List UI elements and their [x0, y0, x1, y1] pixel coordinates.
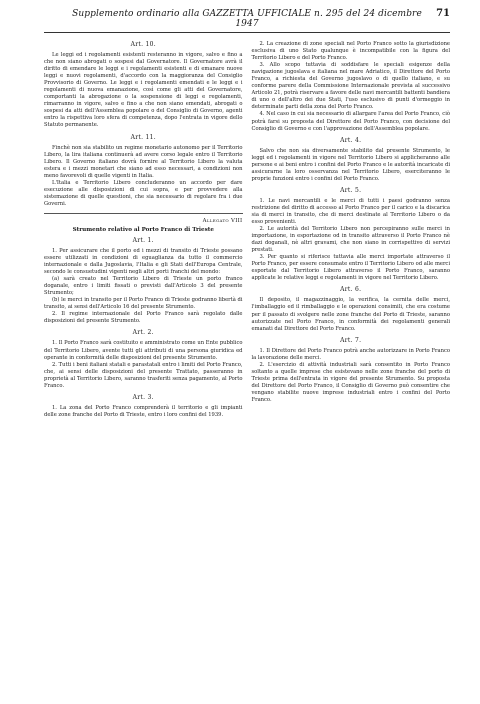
section-divider: [44, 213, 243, 214]
paragraph: (a) sarà creato nel Territorio Libero di Trieste un porto franco doganale, entro i limiti fissati o previsti dall'Articolo 3 del presente Strumento;: [44, 276, 243, 297]
paragraph: Il deposito, il magazzinaggio, la verifica, la cernita delle merci, l'imballaggio ed il rimballaggio e le operazioni consimili, che era costume per il passato di svolgere nelle zone franche del Porto di Trieste, saranno autorizzate nel Porto Franco, in conformità dei regolamenti generali emanati dal Direttore del Porto Franco.: [251, 297, 450, 332]
paragraph: Finchè non sia stabilito un regime monetario autonomo per il Territorio Libero, la lira italiana continuerà ad avere corso legale entro il Territorio Libero. Il Governo italiano dovrà fornire al Territorio Libero la valuta estera e i mezzi monetari che siano ad esso necessari, a condizioni non meno favorevoli di quelle vigenti in Italia.: [44, 144, 243, 179]
page-header: [44, 8, 450, 33]
article-heading: Art. 11.: [130, 133, 156, 141]
paragraph: 4. Nel caso in cui sia necessario di allargare l'area del Porto Franco, ciò potrà farsi su proposta del Direttore del Porto Franco, con decisione del Consiglio di Governo e con l'approvazione dell'Assemblea popolare.: [251, 111, 450, 132]
article-heading: Art. 2.: [132, 329, 154, 337]
paragraph: Le leggi ed i regolamenti esistenti resteranno in vigore, salvo e fino a che non siano abrogati o sospesi dal Governatore. Il Governatore avrà il diritto di emendare le leggi e i regolamenti esistenti e di emanare nuove leggi e nuovi regolamenti, d'accordo con la maggioranza del Consiglio Provvisorio di Governo. Le leggi e i regolamenti emendati e le leggi e i regolamenti di nuova emanazione, così come gli atti del Governatore, comportanti la abrogazione o la sospensione di leggi e regolamenti, rimarranno in vigore, salvo e fino a che non siano emendati, abrogati o sospesi da atti dell'Assemblea popolare o del Consiglio di Governo, agenti entro la rispettiva loro sfera di competenza, dopo l'entrata in vigore dello Statuto permanente.: [44, 52, 243, 129]
article-heading: Art. 1.: [132, 236, 154, 244]
annex-label: Allegato VIII: [202, 217, 243, 224]
left-column: [44, 41, 243, 419]
article-heading: Art. 4.: [340, 136, 362, 144]
paragraph: 1. Il Porto Franco sarà costituito e amministrato come un Ente pubblico del Territorio Libero, avente tutti gli attributi di una persona giuridica ed operante in conformità delle disposizioni del presente Strumento.: [44, 340, 243, 361]
article-heading: Art. 5.: [340, 186, 362, 194]
paragraph: 1. La zona del Porto Franco comprenderà il territorio e gli impianti delle zone franche del Porto di Trieste, entro i loro confini del 1939.: [44, 404, 243, 418]
article-heading: Art. 10.: [130, 41, 156, 48]
paragraph: 2. Tutti i beni italiani statali e parastatali entro i limiti del Porto Franco, che, ai sensi delle disposizioni del presente Trattato, passeranno in proprietà al Territorio Libero, saranno trasferiti senza pagamento, al Porto Franco.: [44, 361, 243, 389]
article-heading: Art. 7.: [340, 336, 362, 344]
paragraph: L'Italia e Territorio Libero concluderanno un accordo per dare esecuzione alle disposizioni di cui sopra, e per provvedere alla sistemazione di quelle questioni, che sia necessario di regolare fra i due Governi.: [44, 179, 243, 207]
section-title: Strumento relativo al Porto Franco di Trieste: [72, 226, 214, 233]
paragraph: 1. Le navi mercantili e le merci di tutti i paesi godranno senza restrizione del diritto di accesso al Porto Franco per il carico e la discarica sia di merci in transito, che di merci destinate al Territorio Libero o da esso provenienti.: [251, 197, 450, 225]
article-heading: Art. 6.: [340, 286, 362, 294]
paragraph: 1. Per assicurare che il porto ed i mezzi di transito di Trieste possano essere utilizzati in condizioni di eguaglianza da tutto il commercio internazionale e dalla Jugoslavia, l'Italia e gli Stati dell'Europa Centrale, secondo le consuetudini vigenti negli altri porti franchi del mondo:: [44, 247, 243, 276]
paragraph: 2. Le autorità del Territorio Libero non percepiranno sulle merci in importazione, in esportazione od in transito attraverso il Porto Franco nè dazi doganali, nè altri gravami, che non siano in corrispettivo di servizi prestati.: [251, 226, 450, 254]
publication-title: Supplemento ordinario alla GAZZETTA UFFICIALE n. 295 del 24 dicembre 1947: [72, 9, 422, 29]
paragraph: 1. Il Direttore del Porto Franco potrà anche autorizzare in Porto Franco la lavorazione delle merci.: [251, 347, 450, 361]
paragraph: 2. L'esercizio di attività industriali sarà consentito in Porto Franco soltanto a quelle imprese che esistevano nelle zone franche del porto di Trieste prima dell'entrata in vigore del presente Strumento. Su proposta del Direttore del Porto Franco, il Consiglio di Governo può consentire che vengano stabilite nuove imprese industriali entro i confini del Porto Franco.: [251, 361, 450, 403]
article-heading: Art. 3.: [132, 393, 154, 401]
page-number: 71: [436, 8, 450, 19]
paragraph: 3. Allo scopo tuttavia di soddisfare le speciali esigenze della navigazione jugoslava e italiana nel mare Adriatico, il Direttore del Porto Franco, a richiesta del Governo jugoslavo o di quello italiano, e su conforme parere della Commissione Internazionale prevista al successivo Articolo 21, potrà riservare a favore delle navi mercantili battenti bandiera di uno o dell'altro dei due Stati, l'uso esclusivo di punti d'ormeggio in determinate parti della zona del Porto Franco.: [251, 62, 450, 111]
paragraph: 2. La creazione di zone speciali nel Porto Franco sotto la giurisdizione esclusiva di uno Stato qualunque è incompatibile con la figura del Territorio Libero e del Porto Franco.: [251, 41, 450, 62]
right-column: [252, 41, 451, 419]
paragraph: Salvo che non sia diversamente stabilito dal presente Strumento, le leggi ed i regolamenti in vigore nel Territorio Libero si applicheranno alle persone e ai beni entro i confini del Porto Franco e le autorità incaricate di assicurarne la loro osservanza nel Territorio Libero, eserciteranno le proprie funzioni entro i confini del Porto Franco.: [251, 147, 450, 182]
paragraph: 3. Per quanto si riferisce tuttavia alle merci importate attraverso il Porto Franco, per essere consumate entro il Territorio Libero od alle merci esportate dal Territorio Libero attraverso il Porto Franco, saranno applicate le relative leggi e regolamenti in vigore nel Territorio Libero.: [251, 254, 450, 282]
paragraph: 2. Il regime internazionale del Porto Franco sarà regolato dalle disposizioni del presente Strumento.: [44, 311, 243, 325]
paragraph: (b) le merci in transito per il Porto Franco di Trieste godranno libertà di transito, ai sensi dell'Articolo 16 del presente Strumento.: [44, 297, 243, 311]
text-columns: [44, 41, 450, 419]
